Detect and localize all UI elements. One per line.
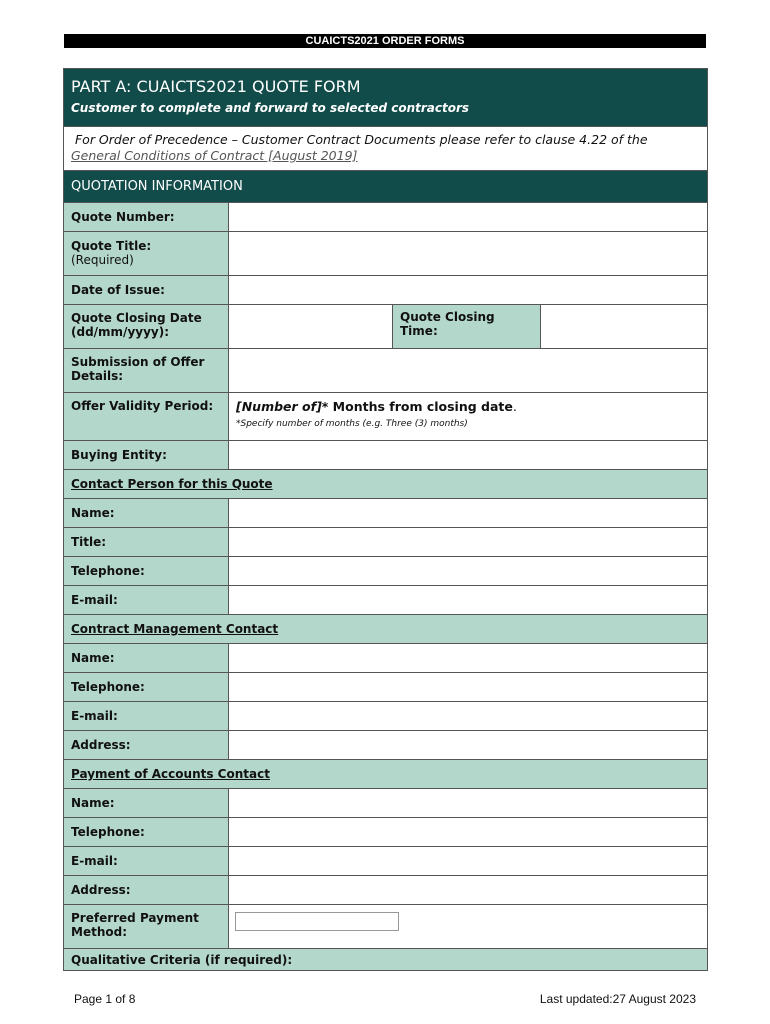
required-note: (Required)	[71, 253, 134, 267]
payment-name-field[interactable]	[229, 789, 707, 817]
contact-telephone-field[interactable]	[229, 557, 707, 585]
closing-date-row	[64, 304, 707, 348]
closing-split	[229, 305, 707, 348]
quote-title-field[interactable]	[229, 232, 707, 275]
quote-title-label-cell	[64, 232, 229, 275]
page-number: Page 1 of 8	[74, 992, 136, 1006]
quote-title-label: Quote Title:	[71, 239, 152, 253]
contract-address-label: Address:	[64, 731, 229, 759]
contract-address-field[interactable]	[229, 731, 707, 759]
submission-row	[64, 348, 707, 392]
order-forms-banner: CUAICTS2021 ORDER FORMS	[64, 34, 706, 48]
contract-name-label: Name:	[64, 644, 229, 672]
contract-address-row	[64, 730, 707, 759]
submission-field[interactable]	[229, 349, 707, 392]
quote-form	[63, 68, 708, 971]
contact-name-row	[64, 498, 707, 527]
quotation-information-header: QUOTATION INFORMATION	[64, 170, 707, 202]
form-title-block	[64, 69, 707, 126]
contract-email-label: E-mail:	[64, 702, 229, 730]
date-of-issue-row	[64, 275, 707, 304]
contact-telephone-row	[64, 556, 707, 585]
payment-name-label: Name:	[64, 789, 229, 817]
payment-telephone-field[interactable]	[229, 818, 707, 846]
validity-main	[236, 399, 701, 415]
payment-telephone-row	[64, 817, 707, 846]
buying-entity-row	[64, 440, 707, 469]
contact-name-label: Name:	[64, 499, 229, 527]
payment-name-row	[64, 788, 707, 817]
closing-time-field[interactable]	[541, 305, 707, 348]
closing-date-label: Quote Closing Date (dd/mm/yyyy):	[64, 305, 229, 348]
validity-number: [Number of]*	[236, 399, 329, 414]
contract-email-field[interactable]	[229, 702, 707, 730]
offer-validity-label: Offer Validity Period:	[64, 393, 229, 440]
preferred-payment-label: Preferred Payment Method:	[64, 905, 229, 948]
contact-email-field[interactable]	[229, 586, 707, 614]
payment-telephone-label: Telephone:	[64, 818, 229, 846]
precedence-text: For Order of Precedence – Customer Contract Documents please refer to clause 4.22 of the	[74, 132, 648, 147]
contact-telephone-label: Telephone:	[64, 557, 229, 585]
payment-address-row	[64, 875, 707, 904]
closing-time-label: Quote Closing Time:	[393, 305, 541, 348]
last-updated: Last updated:27 August 2023	[539, 992, 696, 1006]
submission-label: Submission of Offer Details:	[64, 349, 229, 392]
validity-period: .	[512, 399, 517, 414]
contract-telephone-label: Telephone:	[64, 673, 229, 701]
validity-months: Months from closing date	[328, 399, 513, 414]
closing-date-field[interactable]	[229, 305, 393, 348]
payment-accounts-header: Payment of Accounts Contact	[64, 759, 707, 788]
payment-email-field[interactable]	[229, 847, 707, 875]
contact-email-label: E-mail:	[64, 586, 229, 614]
precedence-note	[64, 126, 707, 170]
form-title: PART A: CUAICTS2021 QUOTE FORM	[71, 77, 361, 96]
contract-name-row	[64, 643, 707, 672]
contact-title-row	[64, 527, 707, 556]
preferred-payment-cell	[229, 905, 707, 948]
contact-email-row	[64, 585, 707, 614]
form-subtitle: Customer to complete and forward to selected contractors	[71, 101, 470, 115]
contract-email-row	[64, 701, 707, 730]
buying-entity-label: Buying Entity:	[64, 441, 229, 469]
payment-email-label: E-mail:	[64, 847, 229, 875]
general-conditions-link[interactable]: General Conditions of Contract [August 2019]	[71, 148, 358, 163]
qualitative-criteria-header: Qualitative Criteria (if required):	[64, 948, 707, 970]
quote-title-row	[64, 231, 707, 275]
contract-name-field[interactable]	[229, 644, 707, 672]
buying-entity-field[interactable]	[229, 441, 707, 469]
payment-email-row	[64, 846, 707, 875]
offer-validity-field[interactable]	[229, 393, 707, 440]
quote-number-field[interactable]	[229, 203, 707, 231]
quote-number-row	[64, 202, 707, 231]
date-of-issue-label: Date of Issue:	[64, 276, 229, 304]
quote-number-label: Quote Number:	[64, 203, 229, 231]
contact-name-field[interactable]	[229, 499, 707, 527]
validity-note: *Specify number of months (e.g. Three (3) months)	[236, 419, 468, 429]
contract-telephone-row	[64, 672, 707, 701]
offer-validity-row	[64, 392, 707, 440]
contact-person-header: Contact Person for this Quote	[64, 469, 707, 498]
contract-management-header: Contract Management Contact	[64, 614, 707, 643]
contact-title-label: Title:	[64, 528, 229, 556]
payment-address-label: Address:	[64, 876, 229, 904]
contract-telephone-field[interactable]	[229, 673, 707, 701]
date-of-issue-field[interactable]	[229, 276, 707, 304]
payment-address-field[interactable]	[229, 876, 707, 904]
preferred-payment-row	[64, 904, 707, 948]
contact-title-field[interactable]	[229, 528, 707, 556]
preferred-payment-input[interactable]	[235, 912, 399, 931]
